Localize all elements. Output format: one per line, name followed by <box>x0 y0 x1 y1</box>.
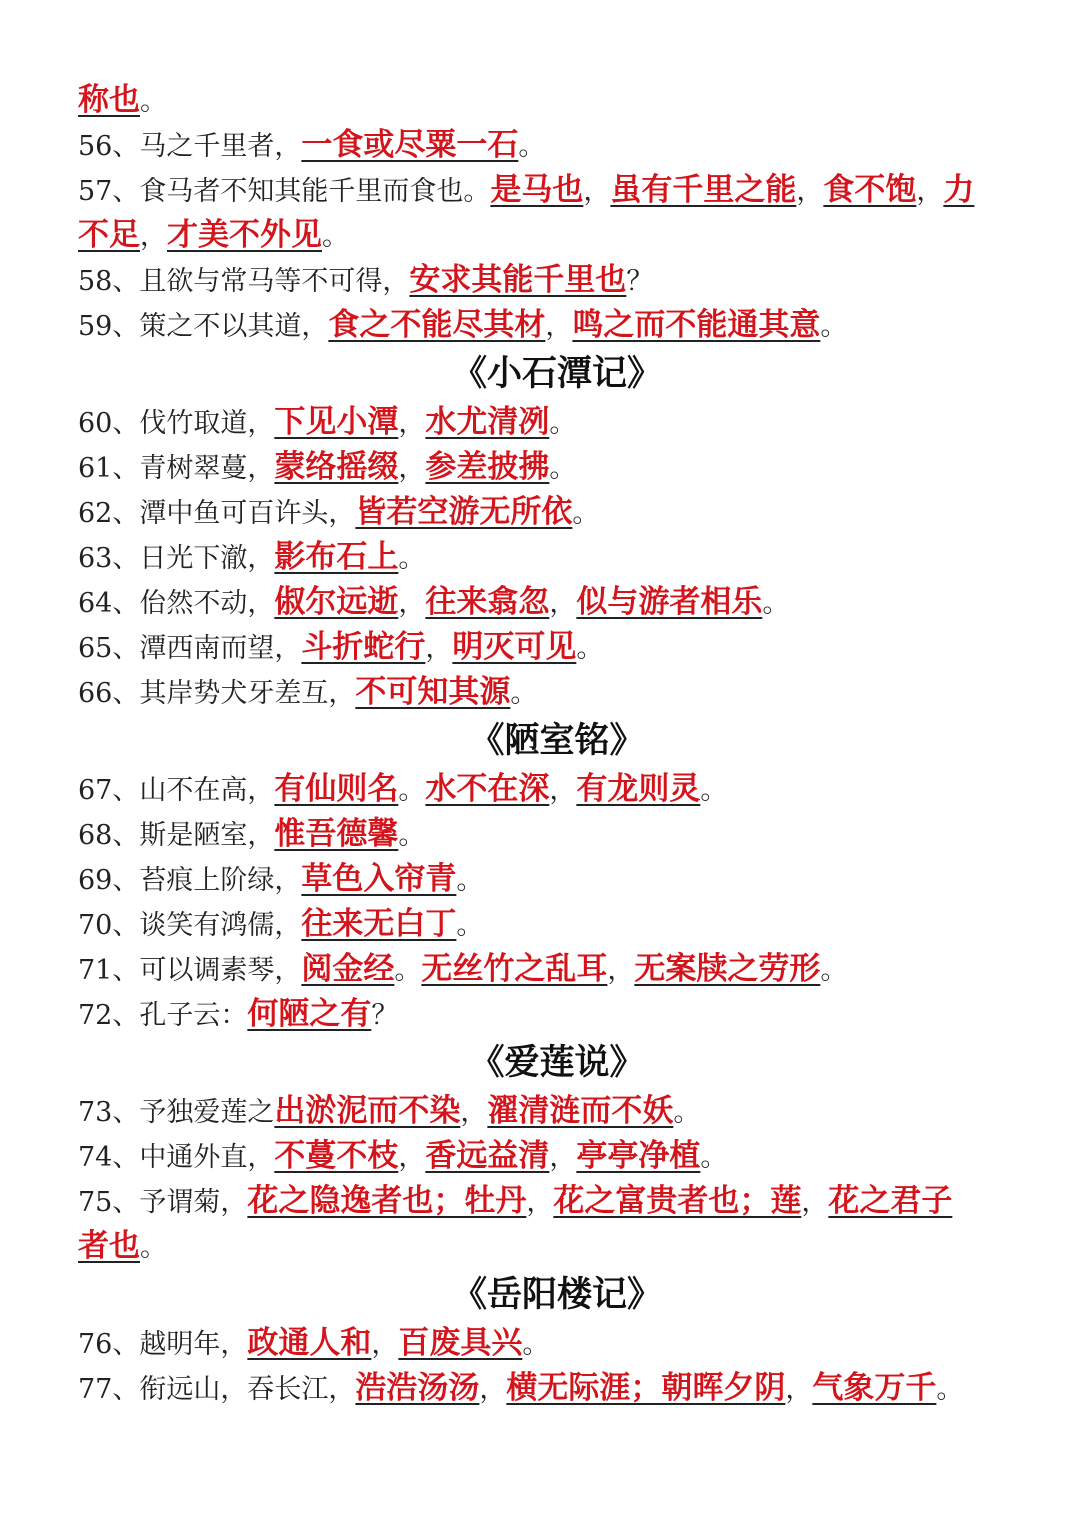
text-line <box>78 1366 1018 1411</box>
prompt-text: ， <box>398 453 426 484</box>
text-line <box>78 767 1018 812</box>
prompt-text: 71、可以调素琴， <box>78 955 302 986</box>
prompt-text: ， <box>425 633 453 664</box>
prompt-text: 。 <box>398 775 426 806</box>
answer-text: 力 <box>943 172 975 208</box>
prompt-text: 。 <box>576 633 604 664</box>
prompt-text: 73、予独爱莲之 <box>78 1097 275 1128</box>
text-line <box>78 625 1018 670</box>
answer-text: 无案牍之劳形 <box>634 951 821 987</box>
prompt-text: 58、且欲与常马等不可得， <box>78 266 410 297</box>
text-line <box>78 857 1018 902</box>
text-line <box>78 213 1018 258</box>
answer-text: 才美不外见 <box>167 217 322 253</box>
prompt-text: ， <box>583 176 611 207</box>
text-line <box>78 78 1018 123</box>
prompt-text: ， <box>140 221 167 252</box>
answer-text: 往来翕忽 <box>425 584 550 620</box>
prompt-text: 72、孔子云： <box>78 1000 248 1031</box>
prompt-text: ？ <box>371 1000 399 1031</box>
answer-text: 食之不能尽其材 <box>328 307 546 343</box>
prompt-text: 。 <box>140 1232 167 1263</box>
answer-text: 横无际涯；朝晖夕阴 <box>506 1370 786 1406</box>
answer-text: 蒙络摇缀 <box>274 449 399 485</box>
prompt-text: 。 <box>456 865 484 896</box>
answer-text: 浩浩汤汤 <box>355 1370 480 1406</box>
answer-text: 影布石上 <box>274 539 399 575</box>
answer-text: 百废具兴 <box>398 1325 523 1361</box>
answer-text: 水不在深 <box>425 771 550 807</box>
answer-text: 濯清涟而不妖 <box>487 1093 674 1129</box>
prompt-text: ， <box>371 1329 399 1360</box>
answer-text: 有龙则灵 <box>576 771 701 807</box>
prompt-text: 62、潭中鱼可百许头， <box>78 498 356 529</box>
answer-text: 俶尔远逝 <box>274 584 399 620</box>
prompt-text: 67、山不在高， <box>78 775 275 806</box>
prompt-text: ， <box>526 1187 554 1218</box>
prompt-text: 61、青树翠蔓， <box>78 453 275 484</box>
prompt-text: 。 <box>936 1374 964 1405</box>
prompt-text: ， <box>549 1142 577 1173</box>
prompt-text: 。 <box>549 453 577 484</box>
answer-text: 政通人和 <box>247 1325 372 1361</box>
answer-text: 亭亭净植 <box>576 1138 701 1174</box>
prompt-text: 。 <box>549 408 577 439</box>
answer-text: 无丝竹之乱耳 <box>421 951 608 987</box>
prompt-text: 56、马之千里者， <box>78 131 302 162</box>
answer-text: 称也 <box>78 82 140 118</box>
prompt-text: 57、食马者不知其能千里而食也。 <box>78 176 491 207</box>
answer-text: 气象万千 <box>812 1370 937 1406</box>
answer-text: 香远益清 <box>425 1138 550 1174</box>
answer-text: 不可知其源 <box>355 674 511 710</box>
prompt-text: 64、佁然不动， <box>78 588 275 619</box>
prompt-text: ， <box>549 775 577 806</box>
prompt-text: ， <box>796 176 824 207</box>
answer-text: 花之隐逸者也；牡丹 <box>247 1183 527 1219</box>
section-title: 《爱莲说》 <box>469 1042 645 1083</box>
text-line <box>78 1179 1018 1224</box>
answer-text: 不足 <box>78 217 140 253</box>
text-line <box>78 490 1018 535</box>
prompt-text: ， <box>398 408 426 439</box>
prompt-text: ， <box>398 1142 426 1173</box>
answer-text: 不蔓不枝 <box>274 1138 399 1174</box>
text-line <box>78 812 1018 857</box>
section-title: 《岳阳楼记》 <box>451 1274 662 1315</box>
answer-text: 明灭可见 <box>452 629 577 665</box>
prompt-text: 。 <box>820 955 848 986</box>
prompt-text: 60、伐竹取道， <box>78 408 275 439</box>
text-line <box>78 1089 1018 1134</box>
answer-text: 惟吾德馨 <box>274 816 399 852</box>
prompt-text: 63、日光下澈， <box>78 543 275 574</box>
answer-text: 者也 <box>78 1228 140 1264</box>
answer-text: 下见小潭 <box>274 404 399 440</box>
prompt-text: 。 <box>456 910 484 941</box>
text-line <box>78 992 1018 1037</box>
text-line <box>78 168 1018 213</box>
prompt-text: 。 <box>140 86 167 117</box>
answer-text: 是马也 <box>490 172 584 208</box>
prompt-text: ， <box>460 1097 488 1128</box>
section-title: 《小石潭记》 <box>451 353 662 394</box>
prompt-text: 。 <box>398 543 426 574</box>
prompt-text: 。 <box>700 775 728 806</box>
answer-text: 水尤清冽 <box>425 404 550 440</box>
prompt-text: 。 <box>518 131 546 162</box>
prompt-text: 。 <box>572 498 600 529</box>
prompt-text: 。 <box>700 1142 728 1173</box>
prompt-text: 。 <box>762 588 790 619</box>
answer-text: 似与游者相乐 <box>576 584 763 620</box>
answer-text: 有仙则名 <box>274 771 399 807</box>
answer-text: 食不饱 <box>823 172 917 208</box>
answer-text: 阅金经 <box>301 951 395 987</box>
text-line <box>78 1134 1018 1179</box>
prompt-text: ， <box>785 1374 813 1405</box>
prompt-text: 69、苔痕上阶绿， <box>78 865 302 896</box>
prompt-text: 。 <box>398 820 426 851</box>
prompt-text: 77、衔远山，吞长江， <box>78 1374 356 1405</box>
prompt-text: 75、予谓菊， <box>78 1187 248 1218</box>
prompt-text: 76、越明年， <box>78 1329 248 1360</box>
prompt-text: 59、策之不以其道， <box>78 311 329 342</box>
text-line <box>78 258 1018 303</box>
prompt-text: 65、潭西南而望， <box>78 633 302 664</box>
prompt-text: 74、中通外直， <box>78 1142 275 1173</box>
text-line <box>78 400 1018 445</box>
text-line <box>78 902 1018 947</box>
section-title: 《陋室铭》 <box>469 720 645 761</box>
answer-text: 参差披拂 <box>425 449 550 485</box>
answer-text: 鸣之而不能通其意 <box>572 307 821 343</box>
answer-text: 一食或尽粟一石 <box>301 127 519 163</box>
prompt-text: ？ <box>626 266 654 297</box>
prompt-text: ， <box>549 588 577 619</box>
prompt-text: 66、其岸势犬牙差互， <box>78 678 356 709</box>
document-page <box>78 78 1018 1411</box>
prompt-text: 。 <box>322 221 349 252</box>
prompt-text: 。 <box>673 1097 701 1128</box>
answer-text: 斗折蛇行 <box>301 629 426 665</box>
answer-text: 何陋之有 <box>247 996 372 1032</box>
text-line <box>78 123 1018 168</box>
prompt-text: 70、谈笑有鸿儒， <box>78 910 302 941</box>
answer-text: 出淤泥而不染 <box>274 1093 461 1129</box>
text-line <box>78 445 1018 490</box>
answer-text: 花之富贵者也；莲 <box>553 1183 802 1219</box>
answer-text: 安求其能千里也 <box>409 262 627 298</box>
prompt-text: 。 <box>394 955 422 986</box>
text-line <box>78 1321 1018 1366</box>
answer-text: 皆若空游无所依 <box>355 494 573 530</box>
prompt-text: ， <box>479 1374 507 1405</box>
answer-text: 花之君子 <box>828 1183 953 1219</box>
prompt-text: ， <box>801 1187 829 1218</box>
prompt-text: 。 <box>820 311 848 342</box>
answer-text: 草色入帘青 <box>301 861 457 897</box>
prompt-text: 68、斯是陋室， <box>78 820 275 851</box>
prompt-text: 。 <box>522 1329 550 1360</box>
text-line <box>78 670 1018 715</box>
prompt-text: ， <box>398 588 426 619</box>
text-line <box>78 580 1018 625</box>
answer-text: 往来无白丁 <box>301 906 457 942</box>
answer-text: 虽有千里之能 <box>610 172 797 208</box>
text-line <box>78 535 1018 580</box>
text-line <box>78 947 1018 992</box>
prompt-text: ， <box>916 176 944 207</box>
prompt-text: 。 <box>510 678 538 709</box>
prompt-text: ， <box>607 955 635 986</box>
text-line <box>78 1224 1018 1269</box>
text-line <box>78 303 1018 348</box>
prompt-text: ， <box>545 311 573 342</box>
